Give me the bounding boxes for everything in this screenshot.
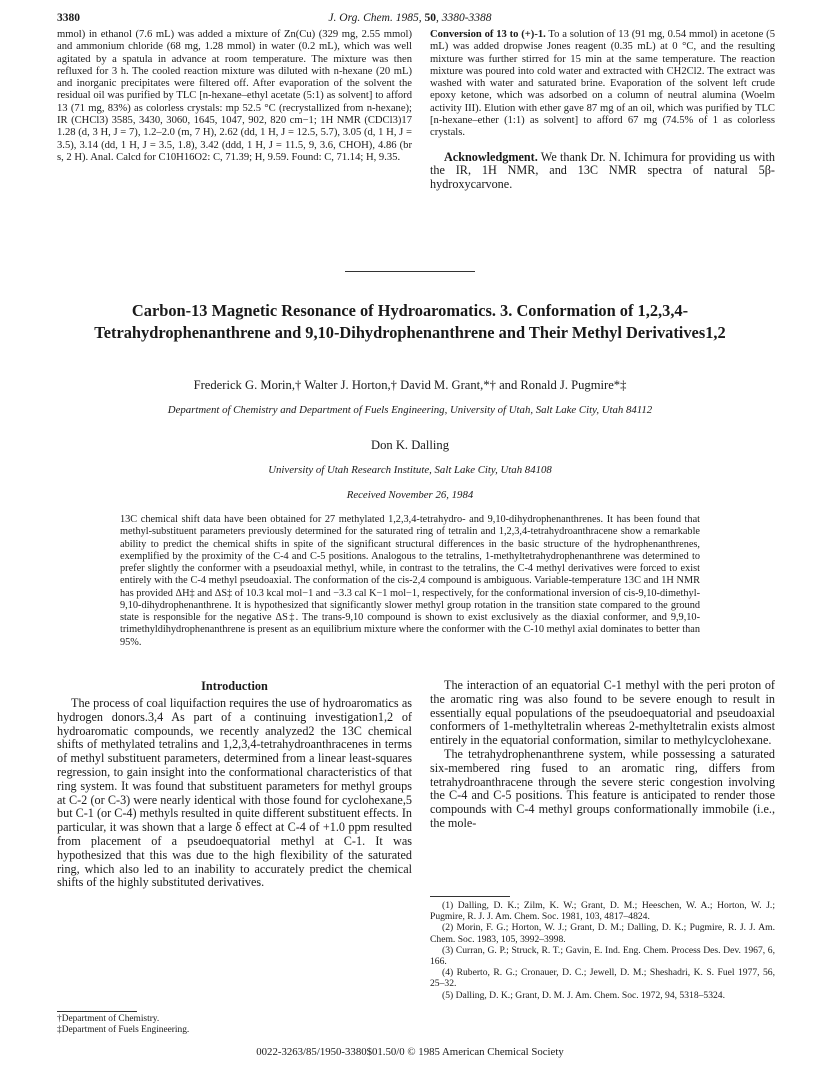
reference-item: (5) Dalling, D. K.; Grant, D. M. J. Am. Chem. Soc. 1972, 94, 5318–5324. <box>442 989 726 1001</box>
article-divider <box>345 271 475 272</box>
journal-year: 1985, <box>392 12 425 24</box>
introduction-right-column <box>430 679 775 831</box>
previous-article-right <box>430 29 775 192</box>
reference-item: (1) Dalling, D. K.; Zilm, K. W.; Grant, D. M.; Heeschen, W. A.; Horton, W. J.; Pugmire, R. J. J. Am. Chem. Soc. 1981, 103, 4817–4824. <box>430 900 775 923</box>
affiliation-research-institute: University of Utah Research Institute, Salt Lake City, Utah 84108 <box>268 464 552 476</box>
acknowledgment-text: We thank Dr. N. Ichimura for providing us with the IR, 1H NMR, and 13C NMR spectra of natural 5β-hydroxycarvone. <box>430 149 775 192</box>
footnote-double-dagger: ‡Department of Fuels Engineering. <box>57 1025 190 1035</box>
experimental-paragraph: mmol) in ethanol (7.6 mL) was added a mixture of Zn(Cu) (329 mg, 2.55 mmol) and ammonium chloride (68 mg, 1.28 mmol) in water (0.2 mL), which was well agitated by a spatula in advance at room temperature. The mixture was then refluxed for 3 h. The cooled reaction mixture was diluted with n-hexane (20 mL) and inorganic precipitates were filtered off. After evaporation of the solvent the residual oil was purified by TLC [n-hexane–ethyl acetate (5:1) as solvent] to afford 13 (71 mg, 83%) as colorless crystals: mp 52.5 °C (recrystallized from n-hexane); IR (CHCl3) 3585, 3430, 3060, 1645, 1047, 902, 820 cm−1; 1H NMR (CDCl3)17 1.28 (d, 3 H, J = 7), 1.2–2.0 (m, 7 H), 2.62 (dd, 1 H, J = 12.5, 5.7), 3.05 (d, 1 H, J = 3.5), 3.14 (dd, 1 H, J = 3.5, 1.8), 3.42 (ddd, 1 H, J = 11.5, 9, 3.6, CHOH), 4.86 (br s, 2 H). Anal. Calcd for C10H16O2: C, 71.39; H, 9.59. Found: C, 71.14; H, 9.35. <box>57 29 412 163</box>
introduction-heading: Introduction <box>201 679 268 693</box>
author-dalling: Don K. Dalling <box>370 438 449 452</box>
article-title: Carbon-13 Magnetic Resonance of Hydroaromatics. 3. Conformation of 1,2,3,4-Tetrahydrophenanthrene and 9,10-Dihydrophenanthrene and Their Methyl Derivatives1,2 <box>94 301 726 342</box>
references-list <box>430 900 775 1001</box>
footnote-divider <box>57 1011 137 1012</box>
acknowledgment-heading: Acknowledgment. <box>444 149 538 164</box>
affiliation-utah: Department of Chemistry and Department of Fuels Engineering, University of Utah, Salt Lake City, Utah 84112 <box>167 404 653 416</box>
previous-article-text <box>57 29 412 164</box>
introduction-left-column <box>57 697 412 890</box>
reference-item: (2) Morin, F. G.; Horton, W. J.; Grant, D. M.; Dalling, D. K.; Pugmire, R. J. J. Am. Chem. Soc. 1983, 105, 3992–3998. <box>430 922 775 945</box>
reference-item: (4) Ruberto, R. G.; Cronauer, D. C.; Jewell, D. M.; Sheshadri, K. S. Fuel 1977, 56, 25–32. <box>430 967 775 990</box>
reference-item: (3) Curran, G. P.; Struck, R. T.; Gavin, E. Ind. Eng. Chem. Process Des. Dev. 1967, 6, 166. <box>430 944 775 968</box>
page-number: 3380 <box>57 12 80 24</box>
conversion-text: To a solution of 13 (91 mg, 0.54 mmol) in acetone (5 mL) was added dropwise Jones reagent (0.35 mL) at 0 °C, and the resulting mixture was further stirred for 15 min at the same temperature. The reaction mixture was poured into cold water and extracted with CH2Cl2. The extract was washed with water and saturated brine. Evaporation of the solvent left crude epoxy ketone, which was adsorbed on a column of neutral alumina (Woelm activity III). Elution with ether gave 87 mg of an oil, which was purified by TLC [n-hexane–ether (1:1) as solvent] to afford 67 mg (74.5% of 1 as colorless crystals. <box>430 29 775 139</box>
references-divider <box>430 896 510 897</box>
author-list: Frederick G. Morin,† Walter J. Horton,† David M. Grant,*† and Ronald J. Pugmire*‡ <box>193 378 627 392</box>
acknowledgment-paragraph <box>430 151 775 192</box>
affiliation-footnotes <box>57 1014 412 1036</box>
copyright-footer: 0022-3263/85/1950-3380$01.50/0 © 1985 American Chemical Society <box>256 1046 564 1058</box>
intro-paragraph-2: The interaction of an equatorial C-1 methyl with the peri proton of the aromatic ring was also found to be severe enough to result in essentially equal populations of the pseudoequatorial and pseudoaxial conformers of 1-methyltetralin whereas 2-methyltetralin exists almost entirely in the equatorial conformation, similar to methylcyclohexane. <box>430 678 775 748</box>
abstract: 13C chemical shift data have been obtained for 27 methylated 1,2,3,4-tetrahydro- and 9,10-dihydrophenanthrenes. It has been found that methyl-substituent parameters previously determined for the saturated ring of tetralin and 1,2,3,4-tetrahydroanthracene show a remarkable ability to predict the chemical shifts in spite of the significant structural differences in the basic structure of the hydrophenanthrenes, exemplified by the proximity of the C-4 and C-5 positions. Analogous to the tetralins, 1-methyltetrahydrophenanthrene was determined to prefer slightly the conformer with a pseudoaxial methyl, while, in contrast to the tetralins, the C-4 methyl derivatives were forced to exist entirely with the C-4 methyl pseudoaxial. The conformation of the cis-2,4 compound is ambiguous. Variable-temperature 13C and 1H NMR has provided ΔH‡ and ΔS‡ of 10.3 kcal mol−1 and −3.3 cal K−1 mol−1, respectively, for the conformational inversion of cis-9,10-dimethyl-9,10-dihydrophenanthrene. It is hypothesized that significantly slower methyl group rotation in the transition state compared to the ground state is responsible for the negative ΔS‡. The trans-9,10 compound is shown to exist exclusively as the diaxial conformer, and 9,9,10-trimethyldihydrophenanthrene is present as an equilibrium mixture where the conformer with the C-10 methyl axial dominates to better than 95%. <box>120 514 700 648</box>
received-date: Received November 26, 1984 <box>346 489 474 501</box>
conversion-heading: Conversion of 13 to (+)-1. <box>430 29 546 40</box>
running-header <box>0 12 820 24</box>
conversion-paragraph <box>430 29 775 140</box>
journal-pages: , 3380-3388 <box>435 12 492 24</box>
journal-volume: 50 <box>424 12 436 24</box>
intro-paragraph-1: The process of coal liquifaction requires the use of hydroaromatics as hydrogen donors.3,4 As part of a continuing investigation1,2 of hydroaromatic compounds, we recently analyzed2 the 13C chemical shifts of methylated tetralins and 1,2,3,4-tetrahydroanthracenes in terms of methyl substituent parameters, determined from a linear least-squares regression, to gain insight into the conformational characteristics of that ring system. It was found that substituent parameters for methyl groups at C-2 (or C-3) were nearly identical with those found for cyclohexane,5 but C-1 (or C-4) methyls resulted in quite different substituent effects. In particular, it was shown that a large δ effect at C-4 of +1.0 ppm resulted from placement of a pseudoequatorial methyl at C-1. It was hypothesized that this was due to the high flexibility of the saturated ring, which also led to an inability to accurately predict the chemical shifts of the highly substituted derivatives. <box>57 696 412 890</box>
journal-name: J. Org. Chem. <box>328 12 393 24</box>
intro-paragraph-3: The tetrahydrophenanthrene system, while possessing a saturated six-membered ring fused to an aromatic ring, differs from tetrahydroanthracene through the severe steric congestion involving the C-4 and C-5 positions. This feature is anticipated to render those compounds with C-4 methyl groups conformationally immobile (i.e., the mole- <box>430 746 775 830</box>
footnote-dagger: †Department of Chemistry. <box>57 1014 160 1024</box>
